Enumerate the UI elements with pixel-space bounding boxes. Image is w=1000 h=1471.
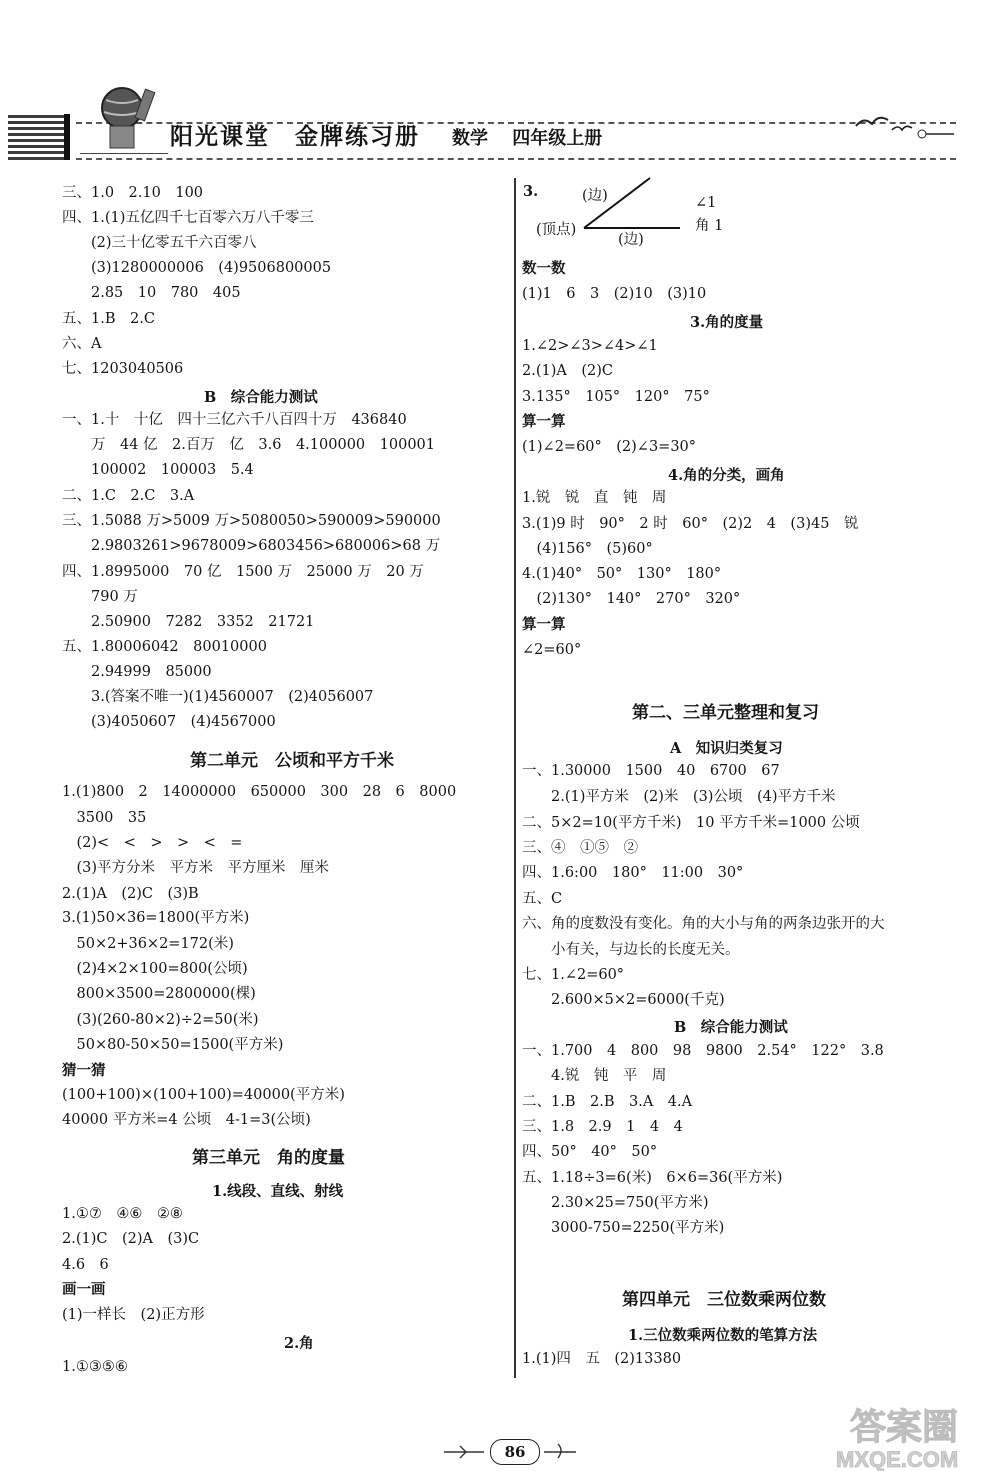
answer-line: 五、1.B 2.C (62, 311, 155, 327)
watermark-domain: MXQE.COM (836, 1447, 959, 1471)
answer-line: (1)一样长 (2)正方形 (62, 1307, 205, 1323)
answer-line: 3500 35 (62, 810, 147, 826)
answer-line: 100002 100003 5.4 (62, 462, 254, 478)
answer-line: 万 44 亿 2.百万 亿 3.6 4.100000 100001 (62, 437, 435, 453)
answer-line: 1.①③⑤⑥ (62, 1359, 128, 1375)
answer-heading: 数一数 (522, 260, 566, 277)
answer-line: 二、1.C 2.C 3.A (62, 488, 195, 504)
book-title: 阳光课堂 金牌练习册 (170, 123, 420, 150)
answer-line: 一、1.700 4 800 98 9800 2.54° 122° 3.8 (522, 1043, 884, 1059)
review-title: 第二、三单元整理和复习 (632, 703, 819, 723)
answer-line: 七、1203040506 (62, 361, 184, 377)
answer-line: 四、1.(1)五亿四千七百零六万八千零三 (62, 210, 314, 226)
watermark-logo (830, 1395, 1000, 1471)
answer-line: 2.600×5×2=6000(千克) (522, 992, 725, 1008)
answer-line: 二、5×2=10(平方千米) 10 平方千米=1000 公顷 (522, 815, 860, 831)
answer-line: (1)1 6 3 (2)10 (3)10 (522, 286, 707, 302)
unit2-title: 第二单元 公顷和平方千米 (190, 751, 394, 771)
answer-line: 2.(1)C (2)A (3)C (62, 1231, 200, 1247)
answer-line: 2.85 10 780 405 (62, 285, 241, 301)
answer-line: 二、1.B 2.B 3.A 4.A (522, 1094, 693, 1110)
answer-line: 3.(1)50×36=1800(平方米) (62, 910, 250, 926)
answer-line: (3)1280000006 (4)9506800005 (62, 260, 332, 276)
answer-line: 40000 平方米=4 公顷 4-1=3(公顷) (62, 1112, 311, 1128)
review-section-b: B 综合能力测试 (674, 1019, 788, 1036)
subsection-title: 3.角的度量 (690, 314, 764, 331)
angle-label-edge: (边) (618, 232, 644, 248)
answer-line: 2.(1)平方米 (2)米 (3)公顷 (4)平方千米 (522, 789, 836, 805)
answer-line: 三、1.8 2.9 1 4 4 (522, 1119, 683, 1135)
answer-line: 七、1.∠2=60° (522, 967, 625, 983)
answer-line: 1.(1)四 五 (2)13380 (522, 1351, 682, 1367)
answer-line: 四、1.8995000 70 亿 1500 万 25000 万 20 万 (62, 564, 424, 580)
answer-line: 2.94999 85000 (62, 664, 212, 680)
unit3-title: 第三单元 角的度量 (192, 1148, 345, 1168)
answer-line: 50×2+36×2=172(米) (62, 936, 234, 952)
answer-heading: 算一算 (522, 616, 566, 633)
answer-line: (3)(260-80×2)÷2=50(米) (62, 1012, 259, 1028)
answer-line: 2.(1)A (2)C (3)B (62, 886, 199, 902)
answer-line: 2.9803261>9678009>6803456>680006>68 万 (62, 538, 441, 554)
unit3-subtitle: 2.角 (284, 1335, 314, 1352)
answer-line: 1.①⑦ ④⑥ ②⑧ (62, 1206, 183, 1222)
column-divider (514, 178, 516, 1378)
answer-line: (100+100)×(100+100)=40000(平方米) (62, 1087, 345, 1103)
answer-line: 50×80-50×50=1500(平方米) (62, 1037, 284, 1053)
answer-line: 790 万 (62, 589, 138, 605)
grade-label: 四年级上册 (512, 128, 603, 149)
angle-question-number: 3. (523, 183, 539, 200)
answer-line: 小有关，与边长的长度无关。 (522, 942, 740, 958)
answer-line: ∠2=60° (522, 642, 582, 658)
answer-line: 4.6 6 (62, 1257, 109, 1273)
answer-line: 一、1.十 十亿 四十三亿六千八百四十万 436840 (62, 412, 407, 428)
answer-heading: 画一画 (62, 1281, 106, 1298)
answer-line: 五、1.80006042 80010000 (62, 639, 267, 655)
header-stripe-block (8, 114, 66, 160)
answer-line: (2)三十亿零五千六百零八 (62, 235, 257, 251)
answer-line: (2)4×2×100=800(公顷) (62, 961, 248, 977)
angle-label-edge: (边) (582, 188, 608, 204)
watermark-title: 答案圈 (850, 1406, 959, 1447)
answer-line: 1.锐 锐 直 钝 周 (522, 490, 667, 506)
subsection-title: 4.角的分类，画角 (668, 467, 785, 484)
unit4-title: 第四单元 三位数乘两位数 (622, 1290, 826, 1310)
angle-label-vertex: (顶点) (536, 222, 577, 238)
answer-line: (2)130° 140° 270° 320° (522, 591, 741, 607)
answer-line: 3.(1)9 时 90° 2 时 60° (2)2 4 (3)45 锐 (522, 516, 859, 532)
unit4-subtitle: 1.三位数乘两位数的笔算方法 (628, 1327, 818, 1344)
answer-line: 四、1.6:00 180° 11:00 30° (522, 865, 744, 881)
review-section-a: A 知识归类复习 (670, 740, 783, 757)
answer-line: 1.∠2>∠3>∠4>∠1 (522, 338, 658, 354)
answer-line: (3)4050607 (4)4567000 (62, 714, 276, 730)
answer-line: 三、1.5088 万>5009 万>5080050>590009>590000 (62, 513, 441, 529)
answer-line: 2.(1)A (2)C (522, 363, 613, 379)
answer-line: 1.(1)800 2 14000000 650000 300 28 6 8000 (62, 784, 457, 800)
answer-line: 四、50° 40° 50° (522, 1144, 658, 1160)
book-subtitle (452, 124, 620, 150)
subject-label: 数学 (452, 128, 488, 149)
angle-symbol: ∠1 (695, 195, 717, 211)
answer-line: 3.(答案不唯一)(1)4560007 (2)4056007 (62, 689, 374, 705)
answer-heading: 算一算 (522, 413, 566, 430)
answer-line: (4)156° (5)60° (522, 541, 653, 557)
answer-line: 一、1.30000 1500 40 6700 67 (522, 763, 780, 779)
answer-line: 2.50900 7282 3352 21721 (62, 614, 315, 630)
answer-line: (3)平方分米 平方米 平方厘米 厘米 (62, 860, 330, 876)
answer-line: 4.锐 钝 平 周 (522, 1068, 667, 1084)
birds-icon (848, 108, 958, 142)
answer-line: (1)∠2=60° (2)∠3=30° (522, 439, 697, 455)
answer-line: 4.(1)40° 50° 130° 180° (522, 566, 722, 582)
answer-line: 3.135° 105° 120° 75° (522, 389, 710, 405)
answer-line: 六、A (62, 336, 102, 352)
answer-heading: 猜一猜 (62, 1062, 106, 1079)
answer-line: 三、④ ①⑤ ② (522, 840, 638, 856)
unit3-subtitle: 1.线段、直线、射线 (212, 1183, 344, 1200)
answer-line: 2.30×25=750(平方米) (522, 1195, 709, 1211)
answer-line: (2)< < > > < = (62, 835, 243, 851)
answer-line: 五、C (522, 891, 563, 907)
angle-name: 角 1 (695, 218, 724, 234)
globe-telescope-logo (80, 80, 168, 154)
section-b-title: B 综合能力测试 (204, 389, 318, 406)
answer-line: 六、角的度数没有变化。角的大小与角的两条边张开的大 (522, 916, 885, 932)
answer-line: 三、1.0 2.10 100 (62, 185, 204, 201)
page-number: 86 (490, 1439, 540, 1465)
answer-line: 3000-750=2250(平方米) (522, 1220, 725, 1236)
answer-line: 五、1.18÷3=6(米) 6×6=36(平方米) (522, 1170, 783, 1186)
answer-line: 800×3500=2800000(棵) (62, 986, 256, 1002)
